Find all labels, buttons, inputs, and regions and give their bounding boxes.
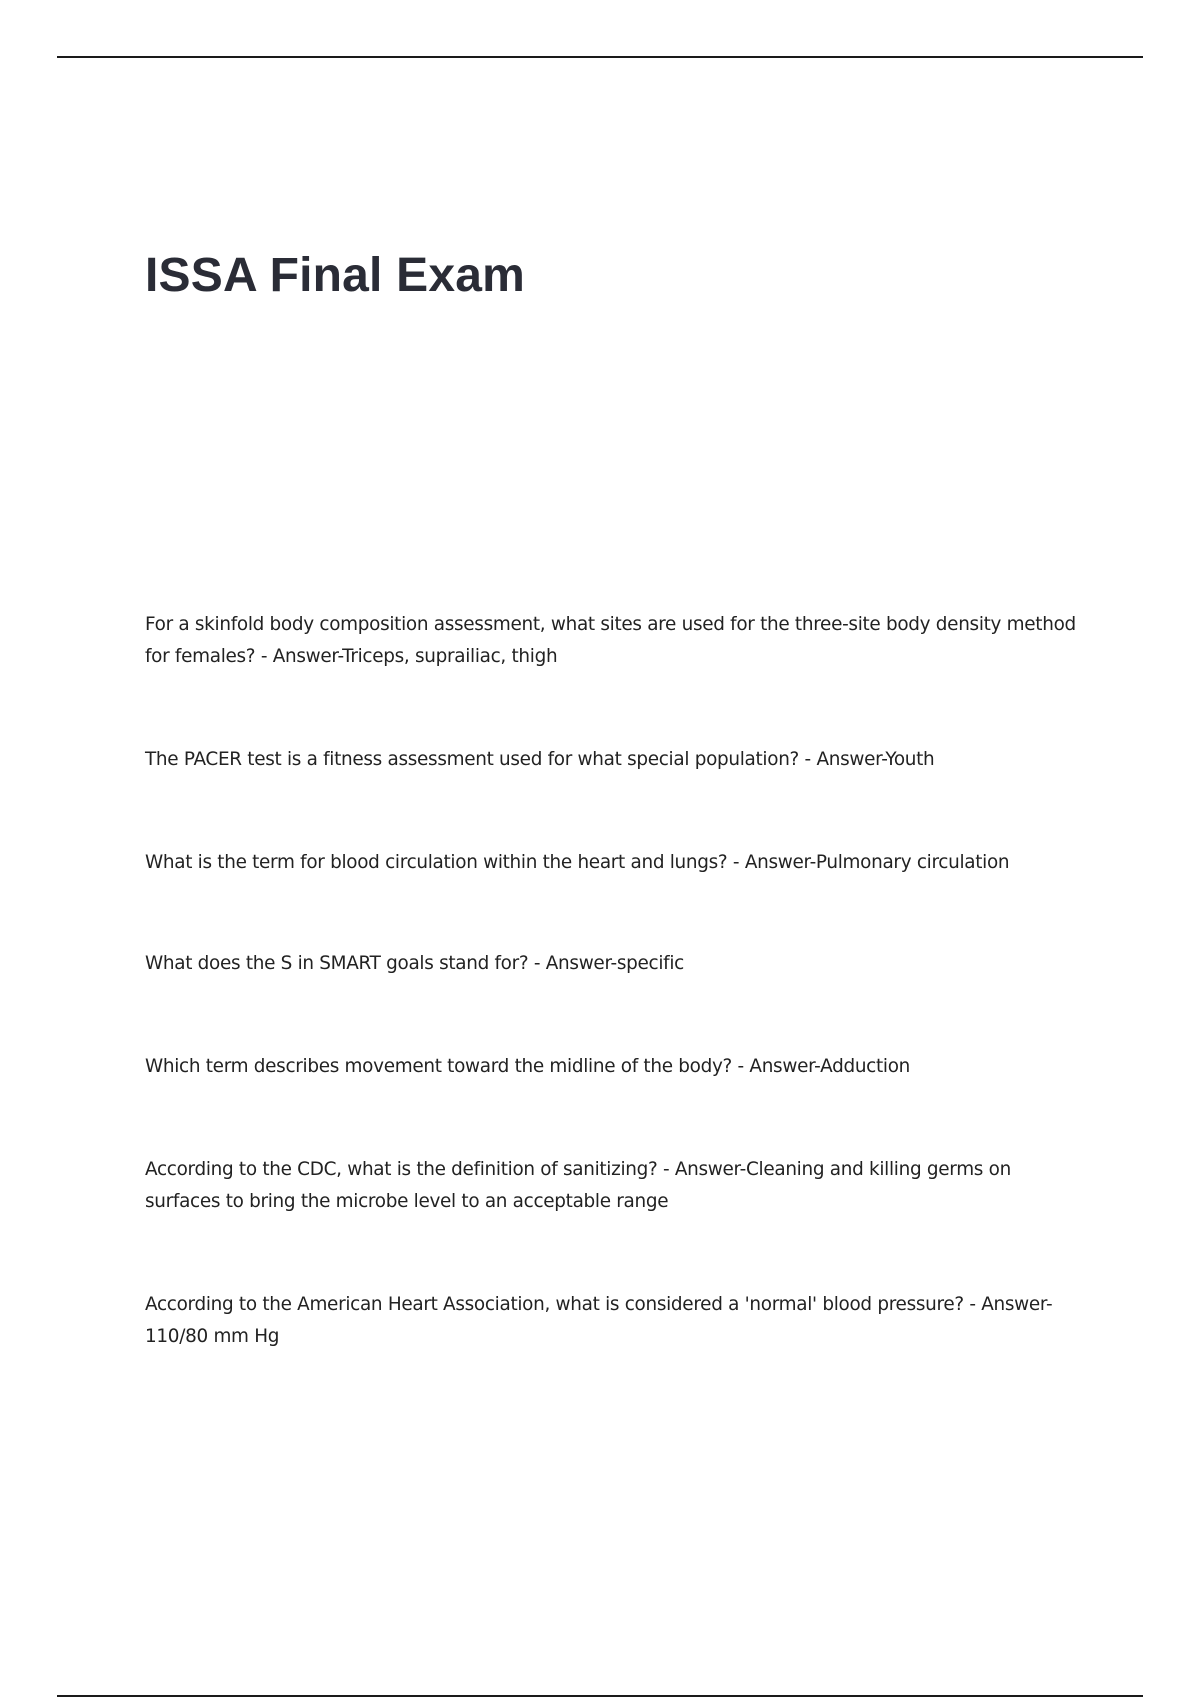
qa-item: According to the American Heart Association, what is considered a 'normal' blood pressure? - Answer-110/80 mm Hg xyxy=(145,1294,1053,1347)
qa-item: What is the term for blood circulation within the heart and lungs? - Answer-Pulmonary circulation xyxy=(145,852,1010,873)
document-title: ISSA Final Exam xyxy=(145,249,526,302)
qa-item: The PACER test is a fitness assessment used for what special population? - Answer-Youth xyxy=(145,749,935,770)
qa-item: Which term describes movement toward the midline of the body? - Answer-Adduction xyxy=(145,1056,911,1077)
footer-rule xyxy=(57,1695,1143,1697)
header-rule xyxy=(57,56,1143,58)
qa-item: For a skinfold body composition assessment, what sites are used for the three-site body density method for females? - Answer-Triceps, suprailiac, thigh xyxy=(145,614,1076,667)
qa-item: What does the S in SMART goals stand for? - Answer-specific xyxy=(145,953,684,974)
qa-item: According to the CDC, what is the definition of sanitizing? - Answer-Cleaning and killing germs on surfaces to bring the microbe level to an acceptable range xyxy=(145,1159,1011,1212)
